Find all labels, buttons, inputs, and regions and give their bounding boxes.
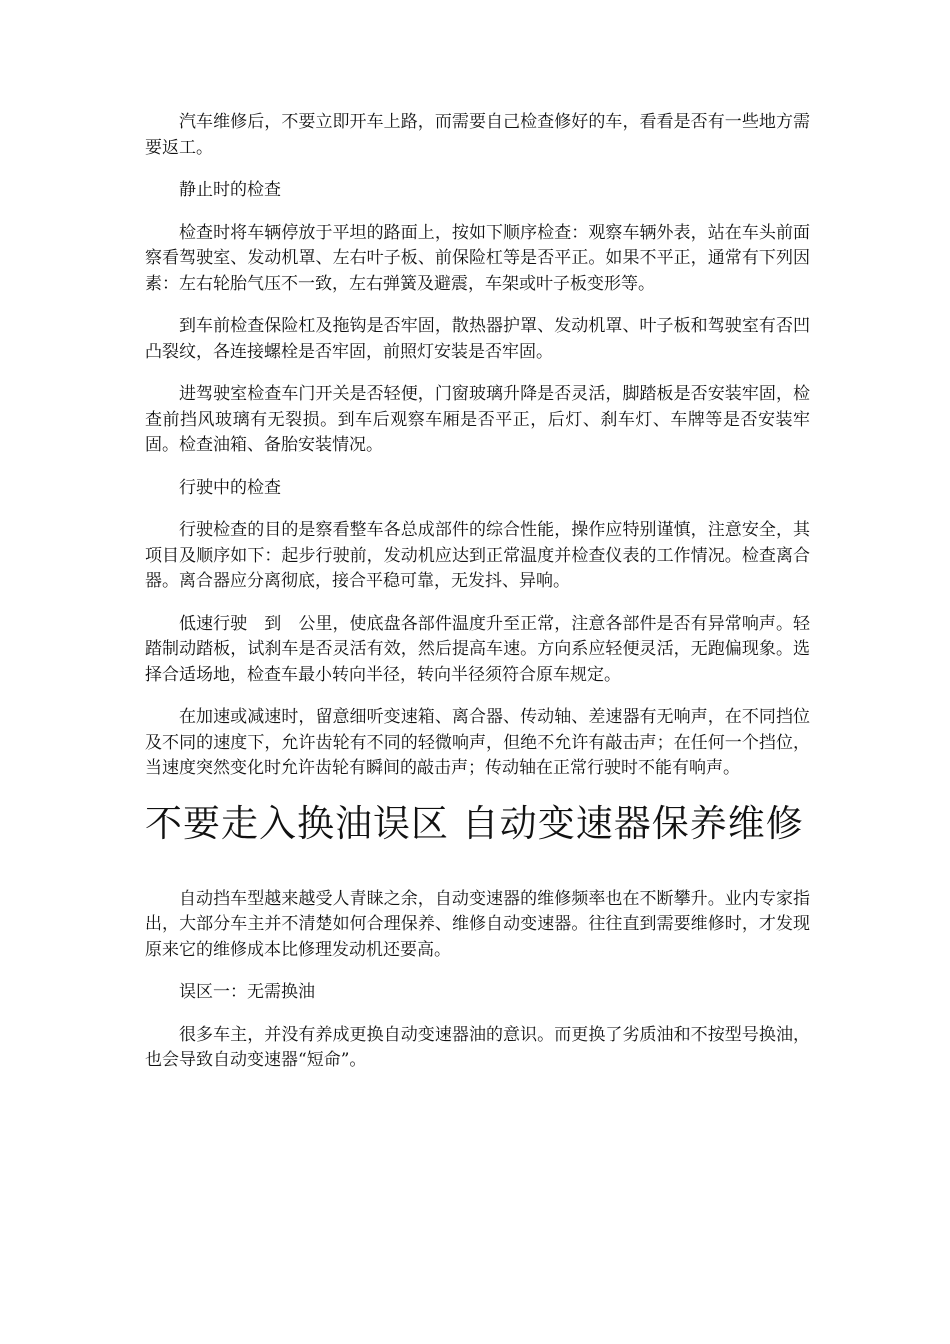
paragraph-cab-check: 进驾驶室检查车门开关是否轻便，门窗玻璃升降是否灵活，脚踏板是否安装牢固，检查前挡风玻璃有无裂损。到车后观察车厢是否平正，后灯、刹车灯、车牌等是否安装牢固。检查油箱、备胎安装情况。 [145,384,810,455]
subheading-static-check: 静止时的检查 [179,180,281,200]
paragraph-front-check: 到车前检查保险杠及拖钩是否牢固，散热器护罩、发动机罩、叶子板和驾驶室有否凹凸裂纹，各连接螺栓是否牢固，前照灯安装是否牢固。 [145,316,810,362]
document-page [145,110,810,1091]
article-title: 不要走入换油误区 自动变速器保养维修 [145,801,804,845]
subheading-driving-check: 行驶中的检查 [179,477,281,498]
subheading-myth-one: 误区一：无需换油 [179,982,315,1002]
paragraph-auto-trans-intro: 自动挡车型越来越受人青睐之余，自动变速器的维修频率也在不断攀升。业内专家指出，大部分车主并不清楚如何合理保养、维修自动变速器。往往直到需要维修时，才发现原来它的维修成本比修理发动机还要高。 [145,888,810,960]
paragraph-accel-decel: 在加速或减速时，留意细听变速箱、离合器、传动轴、差速器有无响声，在不同挡位及不同的速度下，允许齿轮有不同的轻微响声，但绝不允许有敲击声；在任何一个挡位，当速度突然变化时允许齿轮有瞬间的敲击声；传动轴在正常行驶时不能有响声。 [145,707,810,778]
paragraph-static-exterior: 检查时将车辆停放于平坦的路面上，按如下顺序检查：观察车辆外表，站在车头前面察看驾驶室、发动机罩、左右叶子板、前保险杠等是否平正。如果不平正，通常有下列因素：左右轮胎气压不一致，左右弹簧及避震，车架或叶子板变形等。 [145,222,810,294]
paragraph-driving-purpose: 行驶检查的目的是察看整车各总成部件的综合性能，操作应特别谨慎，注意安全，其项目及顺序如下：起步行驶前，发动机应达到正常温度并检查仪表的工作情况。检查离合器。离合器应分离彻底，接合平稳可靠，无发抖、异响。 [145,520,810,591]
paragraph-myth-one: 很多车主，并没有养成更换自动变速器油的意识。而更换了劣质油和不按型号换油，也会导致自动变速器“短命”。 [145,1024,810,1070]
paragraph-intro: 汽车维修后，不要立即开车上路，而需要自己检查修好的车，看看是否有一些地方需要返工。 [145,112,810,158]
paragraph-low-speed: 低速行驶 到 公里，使底盘各部件温度升至正常，注意各部件是否有异常响声。轻踏制动踏板，试刹车是否灵活有效，然后提高车速。方向系应轻便灵活，无跑偏现象。选择合适场地，检查车最小转向半径，转向半径须符合原车规定。 [145,613,810,685]
